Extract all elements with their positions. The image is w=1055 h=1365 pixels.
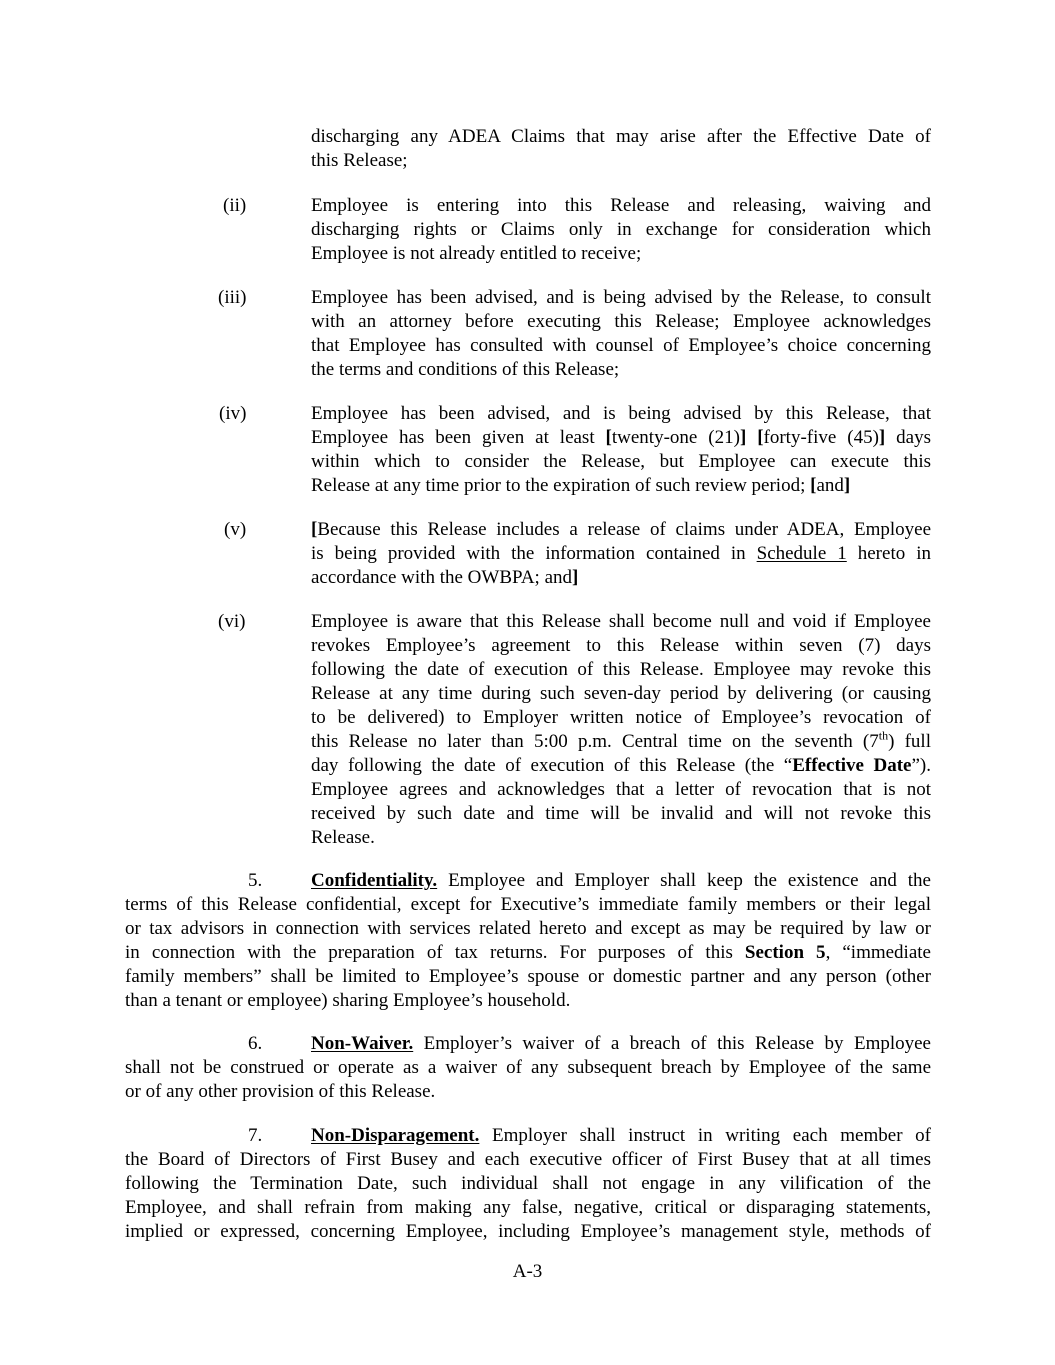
text-line: Release at any time prior to the expiration of such review period; [and] [311,475,851,496]
text-line: revokes Employee’s agreement to this Release within seven (7) days [311,635,931,656]
section-number: 5. [248,870,263,891]
text-line: than a tenant or employee) sharing Employee’s household. [125,990,571,1011]
text-line: Employee, and shall refrain from making any false, negative, critical or disparaging statements, [125,1197,931,1218]
text-line: day following the date of execution of this Release (the “Effective Date”). [311,755,931,776]
section-heading: Non-Disparagement. [311,1125,480,1146]
text-line: Confidentiality. Employee and Employer shall keep the existence and the [311,870,931,891]
text-line: Employee has been advised, and is being advised by this Release, that [311,403,931,424]
text-line: Non-Disparagement. Employer shall instruct in writing each member of [311,1125,932,1146]
section-number: 6. [248,1033,263,1054]
text-line: in connection with the preparation of tax returns. For purposes of this Section 5, “immediate [125,942,931,963]
text-line: terms of this Release confidential, except for Executive’s immediate family members or their legal [125,894,931,915]
text-line: discharging rights or Claims only in exchange for consideration which [311,219,931,240]
text-line: is being provided with the information contained in Schedule 1 hereto in [311,543,931,564]
text-line: Employee agrees and acknowledges that a letter of revocation that is not [311,779,931,800]
list-number: (ii) [223,195,247,216]
text-line: Release at any time during such seven-day period by delivering (or causing [311,683,931,704]
section-number: 7. [248,1125,263,1146]
text-line: family members” shall be limited to Employee’s spouse or domestic partner and any person (other [125,966,931,987]
text-line: implied or expressed, concerning Employee, including Employee’s management style, methods of [125,1221,931,1242]
text-line: following the Termination Date, such individual shall not engage in any vilification of the [125,1173,931,1194]
text-line: received by such date and time will be invalid and will not revoke this [311,803,931,824]
text-line: Release. [311,827,375,848]
text-line: [Because this Release includes a release of claims under ADEA, Employee [311,519,931,540]
list-number: (v) [224,519,247,540]
list-number: (iv) [219,403,247,424]
page-number: A-3 [512,1261,543,1282]
text-line: Employee has been advised, and is being advised by the Release, to consult [311,287,931,308]
text-line: accordance with the OWBPA; and] [311,567,579,588]
text-line: discharging any ADEA Claims that may arise after the Effective Date of [311,126,931,147]
section-heading: Confidentiality. [311,870,438,891]
list-number: (vi) [218,611,246,632]
list-number: (iii) [218,287,247,308]
text-line: to be delivered) to Employer written notice of Employee’s revocation of [311,707,931,728]
text-line: that Employee has consulted with counsel of Employee’s choice concerning [311,335,931,356]
text-line: Employee is aware that this Release shall become null and void if Employee [311,611,931,632]
text-line: within which to consider the Release, but Employee can execute this [311,451,931,472]
text-line: or of any other provision of this Release. [125,1081,436,1102]
text-line: shall not be construed or operate as a waiver of any subsequent breach by Employee of the same [125,1057,931,1078]
text-line: the terms and conditions of this Release; [311,359,620,380]
text-line: Employee is entering into this Release and releasing, waiving and [311,195,931,216]
text-line: with an attorney before executing this Release; Employee acknowledges [311,311,931,332]
text-line: the Board of Directors of First Busey and each executive officer of First Busey that at all times [125,1149,931,1170]
text-line: Employee is not already entitled to receive; [311,243,642,264]
section-heading: Non-Waiver. [311,1033,414,1054]
text-line: Employee has been given at least [twenty-one (21)] [forty-five (45)] days [311,427,932,448]
text-line: or tax advisors in connection with services related hereto and except as may be required by law or [125,918,931,939]
text-line: this Release no later than 5:00 p.m. Central time on the seventh (7th) full [311,728,931,752]
text-line: following the date of execution of this Release. Employee may revoke this [311,659,931,680]
text-line: Non-Waiver. Employer’s waiver of a breach of this Release by Employee [311,1033,931,1054]
text-line: this Release; [311,150,408,171]
schedule-1-link[interactable]: Schedule 1 [756,543,847,564]
